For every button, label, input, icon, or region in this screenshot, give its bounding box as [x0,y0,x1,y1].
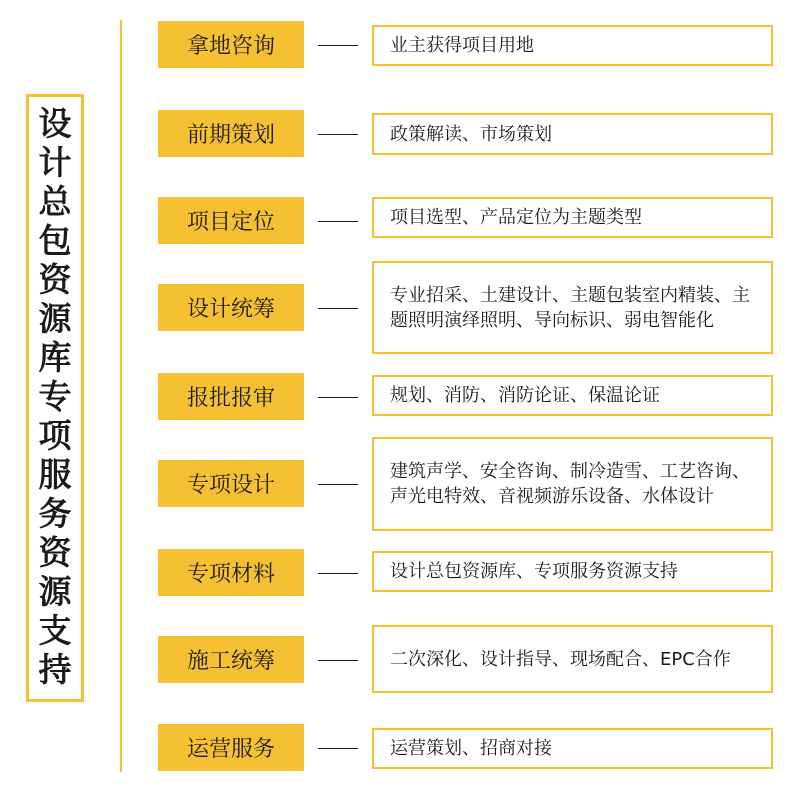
description-box: 建筑声学、安全咨询、制冷造雪、工艺咨询、声光电特效、音视频游乐设备、水体设计 [372,437,773,531]
vertical-connector-line [120,20,122,772]
title-char: 计 [38,143,72,182]
description-box: 二次深化、设计指导、现场配合、EPC合作 [372,625,773,693]
connector-line [318,308,358,309]
title-char: 持 [38,650,72,689]
description-box: 业主获得项目用地 [372,25,773,66]
description-box: 规划、消防、消防论证、保温论证 [372,375,773,416]
description-box: 运营策划、招商对接 [372,728,773,769]
category-box: 报批报审 [158,373,304,420]
description-box: 设计总包资源库、专项服务资源支持 [372,551,773,592]
title-char: 项 [38,416,72,455]
connector-line [318,221,358,222]
category-box: 前期策划 [158,110,304,157]
connector-line [318,45,358,46]
title-char: 总 [38,182,72,221]
title-char: 资 [38,260,72,299]
category-box: 施工统筹 [158,636,304,683]
category-box: 拿地咨询 [158,21,304,68]
title-char: 源 [38,299,72,338]
category-box: 项目定位 [158,197,304,244]
title-char: 专 [38,377,72,416]
title-char: 包 [38,221,72,260]
category-box: 运营服务 [158,724,304,771]
title-box [26,94,84,702]
title-char: 库 [38,338,72,377]
connector-line [318,134,358,135]
title-char: 服 [38,455,72,494]
title-char: 资 [38,533,72,572]
title-char: 务 [38,494,72,533]
description-box: 项目选型、产品定位为主题类型 [372,197,773,238]
category-box: 专项材料 [158,549,304,596]
category-box: 设计统筹 [158,284,304,331]
connector-line [318,397,358,398]
title-char: 支 [38,611,72,650]
description-box: 专业招采、土建设计、主题包装室内精装、主题照明演绎照明、导向标识、弱电智能化 [372,261,773,354]
connector-line [318,748,358,749]
connector-line [318,660,358,661]
category-box: 专项设计 [158,460,304,507]
description-box: 政策解读、市场策划 [372,113,773,155]
title-char: 源 [38,572,72,611]
connector-line [318,573,358,574]
title-char: 设 [38,104,72,143]
connector-line [318,484,358,485]
